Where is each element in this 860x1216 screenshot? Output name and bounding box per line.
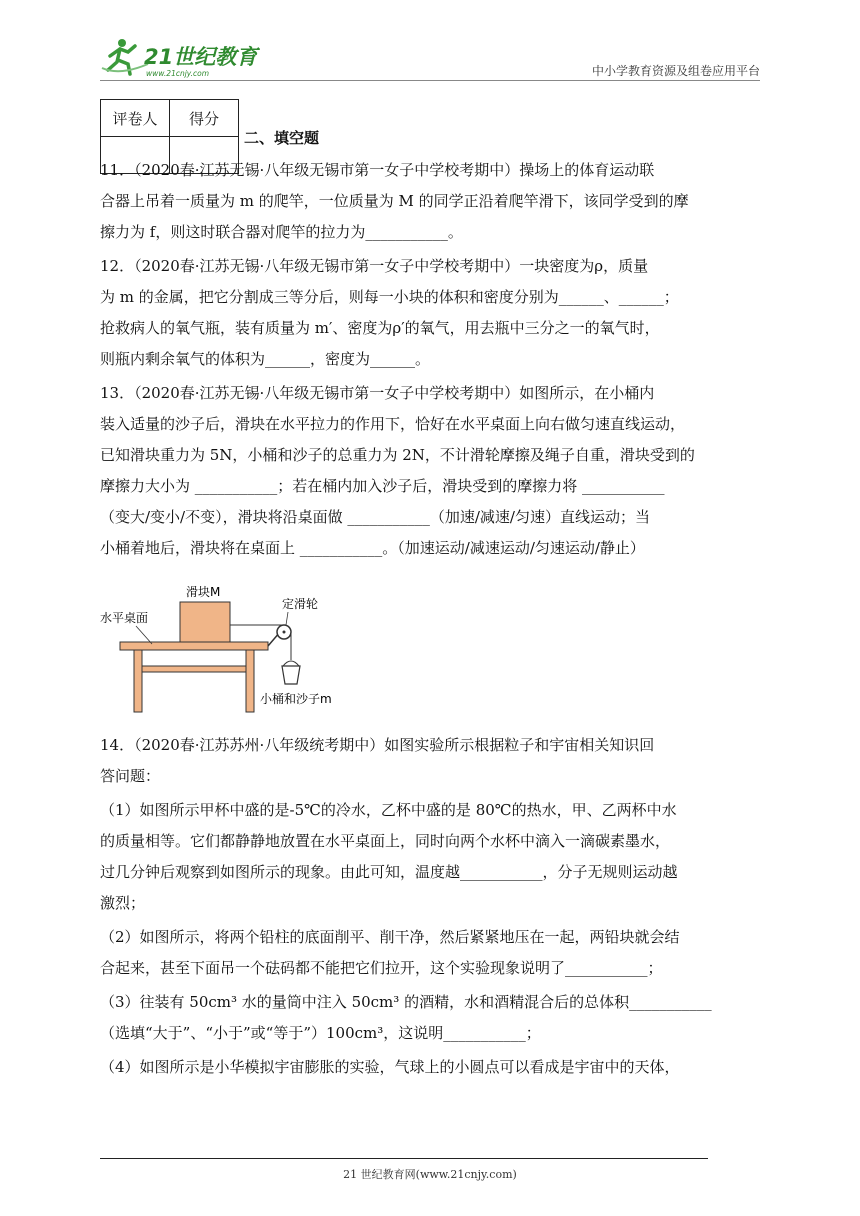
pulley-label: 定滑轮: [282, 597, 319, 611]
text-line: 合起来，甚至下面吊一个砝码都不能把它们拉开，这个实验现象说明了___________；: [100, 959, 663, 977]
bucket-label: 小桶和沙子m: [260, 692, 332, 706]
question-list: [100, 152, 764, 1083]
text-line: 激烈；: [100, 894, 146, 912]
text-line: 13．（2020春·江苏无锡·八年级无锡市第一女子中学校考期中）如图所示，在小桶内: [100, 384, 655, 402]
text-line: 12．（2020春·江苏无锡·八年级无锡市第一女子中学校考期中）一块密度为ρ，质量: [100, 257, 649, 275]
table-label: 水平桌面: [100, 611, 149, 625]
page-header: [100, 34, 760, 80]
text-line: （变大/变小/不变），滑块将沿桌面做 ___________（加速/减速/匀速）直线运动；当: [100, 508, 650, 526]
text-line: 过几分钟后观察到如图所示的现象。由此可知，温度越___________，分子无规则运动越: [100, 863, 678, 881]
pulley-diagram: [100, 576, 360, 716]
question-11: [100, 155, 764, 248]
text-line: （选填“大于”、“小于”或“等于”）100cm³，这说明___________；: [100, 1024, 541, 1042]
block-label: 滑块M: [186, 585, 221, 599]
text-line: （2）如图所示，将两个铅柱的底面削平、削干净，然后紧紧地压在一起，两铅块就会结: [100, 928, 680, 946]
logo-title: 21世纪教育: [144, 45, 258, 69]
slider-block: [180, 602, 230, 642]
text-line: 为 m 的金属，把它分割成三等分后，则每一小块的体积和密度分别为______、______；: [100, 288, 679, 306]
question-13: [100, 378, 764, 716]
score-header: 得分: [170, 100, 239, 137]
text-line: 已知滑块重力为 5N，小桶和沙子的总重力为 2N，不计滑轮摩擦及绳子自重，滑块受到的: [100, 446, 695, 464]
table-leg-left: [134, 650, 142, 712]
grader-header: 评卷人: [101, 100, 170, 137]
header-divider: [100, 80, 760, 81]
section-title: 二、填空题: [244, 129, 320, 147]
text-line: （3）往装有 50cm³ 水的量筒中注入 50cm³ 的酒精，水和酒精混合后的总体积___________: [100, 993, 712, 1011]
question-12: [100, 251, 764, 375]
text-line: 则瓶内剩余氧气的体积为______，密度为______。: [100, 350, 431, 368]
text-line: 摩擦力大小为 ___________；若在桶内加入沙子后，滑块受到的摩擦力将 ___________: [100, 477, 665, 495]
text-line: 合器上吊着一质量为 m 的爬竿，一位质量为 M 的同学正沿着爬竿滑下，该同学受到的摩: [100, 192, 689, 210]
footer-text: 21 世纪教育网(www.21cnjy.com): [343, 1168, 517, 1181]
footer-divider: [100, 1158, 708, 1159]
text-line: （4）如图所示是小华模拟宇宙膨胀的实验，气球上的小圆点可以看成是宇宙中的天体，: [100, 1058, 680, 1076]
text-line: 装入适量的沙子后，滑块在水平拉力的作用下，恰好在水平桌面上向右做匀速直线运动，: [100, 415, 686, 433]
text-line: 14．（2020春·江苏苏州·八年级统考期中）如图实验所示根据粒子和宇宙相关知识回: [100, 736, 655, 754]
question-14: [100, 730, 764, 1083]
text-line: 抢救病人的氧气瓶，装有质量为 m′、密度为ρ′的氧气，用去瓶中三分之一的氧气时，: [100, 319, 660, 337]
text-line: 11．（2020春·江苏无锡·八年级无锡市第一女子中学校考期中）操场上的体育运动联: [100, 161, 655, 179]
text-line: 擦力为 f，则这时联合器对爬竿的拉力为___________。: [100, 223, 463, 241]
text-line: （1）如图所示甲杯中盛的是-5℃的冷水，乙杯中盛的是 80℃的热水，甲、乙两杯中水: [100, 801, 677, 819]
table-leg-right: [246, 650, 254, 712]
header-platform-name: 中小学教育资源及组卷应用平台: [591, 64, 760, 78]
table-top: [120, 642, 268, 650]
text-line: 小桶着地后，滑块将在桌面上 ___________。（加速运动/减速运动/匀速运动/静止）: [100, 539, 645, 557]
bucket: [282, 666, 300, 684]
table-crossbar: [142, 666, 246, 672]
logo-url: www.21cnjy.com: [146, 69, 210, 78]
text-line: 的质量相等。它们都静静地放置在水平桌面上，同时向两个水杯中滴入一滴碳素墨水，: [100, 832, 671, 850]
text-line: 答问题：: [100, 767, 161, 785]
site-logo: [100, 34, 260, 80]
